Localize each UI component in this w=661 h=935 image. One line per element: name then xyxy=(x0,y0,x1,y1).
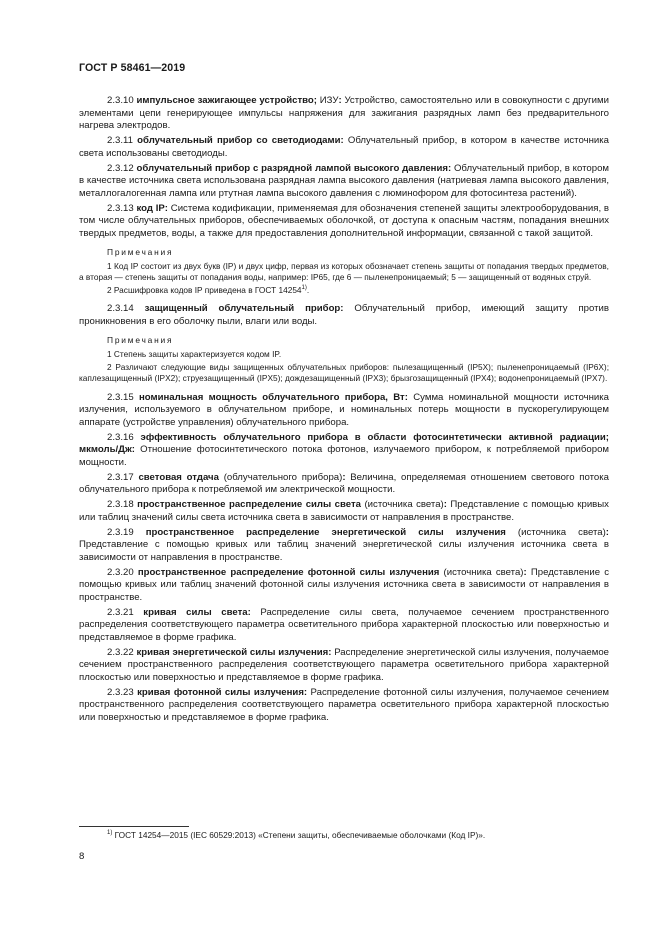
item-qualifier: (облучательного прибора) xyxy=(218,471,343,483)
item-abbreviation: ИЗУ xyxy=(316,95,339,106)
item-term: облучательный прибор с разрядной лампой высокого давления: xyxy=(136,162,452,174)
item-term: световая отдача xyxy=(138,471,219,483)
item-2-3-20 xyxy=(79,567,609,605)
item-separator: : xyxy=(338,95,342,106)
item-2-3-17 xyxy=(79,472,609,497)
document-header: ГОСТ Р 58461—2019 xyxy=(79,62,186,74)
item-number: 2.3.14 xyxy=(107,303,134,315)
item-number: 2.3.23 xyxy=(107,686,134,698)
item-term: эффективность облучательного прибора в области фотосинтетически активной радиации; мкмоль/Дж: xyxy=(79,431,609,456)
item-separator: : xyxy=(605,526,609,538)
note-text: 2 Расшифровка кодов IP приведена в ГОСТ 14254 xyxy=(107,285,302,296)
item-number: 2.3.19 xyxy=(107,526,134,538)
item-term: пространственное распределение энергетической силы излучения xyxy=(145,526,506,538)
notes-title: Примечания xyxy=(107,335,174,346)
item-2-3-10 xyxy=(79,95,609,133)
footnote-divider xyxy=(79,826,189,827)
footnote-reference: 1) xyxy=(301,285,307,292)
item-qualifier: (источника света) xyxy=(361,499,444,511)
item-number: 2.3.10 xyxy=(107,95,134,106)
item-2-3-11 xyxy=(79,135,609,160)
item-definition: Распределение энергетической силы излучения, получаемое сечением пространственного распределения соответствующего параметра осветительного прибора характерной плоскостью или поверхностью и представляемое в форме графика. xyxy=(79,646,609,683)
item-term: кривая силы света: xyxy=(143,606,251,618)
note-ip-code-reference xyxy=(79,285,609,296)
item-term: защищенный облучательный прибор: xyxy=(144,303,344,315)
item-definition: Облучательный прибор, в котором в качестве источника света использована разрядная лампа высокого давления (натриевая лампа высокого давления, металлогалогенная лампа или ртутная лампа высокого давления с люминофором для фотосинтеза растений). xyxy=(79,162,609,199)
item-definition: Распределение силы света, получаемое сечением пространственного распределения соответствующего параметра осветительного прибора характерной плоскостью или поверхностью и представляемое в форме графика. xyxy=(79,606,609,643)
item-number: 2.3.16 xyxy=(107,431,134,443)
item-definition: Представление с помощью кривых или таблиц значений силы света источника света в зависимости от направления в пространстве. xyxy=(79,499,609,523)
item-number: 2.3.17 xyxy=(107,471,134,483)
item-2-3-14 xyxy=(79,303,609,328)
item-qualifier: (источника света) xyxy=(505,526,606,538)
item-separator: : xyxy=(443,499,447,511)
item-2-3-18 xyxy=(79,499,609,524)
note-end: . xyxy=(306,285,310,296)
item-2-3-21 xyxy=(79,607,609,645)
item-number: 2.3.11 xyxy=(107,135,133,146)
item-2-3-15 xyxy=(79,392,609,430)
item-2-3-23 xyxy=(79,687,609,725)
item-term: облучательный прибор со светодиодами: xyxy=(137,135,344,146)
item-separator: : xyxy=(523,566,527,578)
item-number: 2.3.21 xyxy=(107,606,134,618)
item-separator: : xyxy=(342,471,346,483)
item-qualifier: (источника света) xyxy=(439,566,524,578)
footnote xyxy=(107,830,609,841)
item-number: 2.3.22 xyxy=(107,646,134,658)
item-2-3-13 xyxy=(79,203,609,241)
item-term: пространственное распределение фотонной силы излучения xyxy=(137,566,440,578)
item-term: импульсное зажигающее устройство; xyxy=(136,95,317,106)
item-term: кривая энергетической силы излучения: xyxy=(136,646,332,658)
item-term: номинальная мощность облучательного прибора, Вт: xyxy=(138,391,408,403)
item-number: 2.3.13 xyxy=(107,202,134,214)
item-definition: Представление с помощью кривых или таблиц значений энергетической силы излучения источника света в зависимости от направления в пространстве. xyxy=(79,539,609,563)
item-number: 2.3.20 xyxy=(107,566,134,578)
item-definition: Устройство, самостоятельно или в совокупности с другими элементами цепи генерирующее импульсы напряжения для зажигания разрядных ламп без предварительного нагрева электродов. xyxy=(79,95,609,131)
item-definition: Распределение фотонной силы излучения, получаемое сечением пространственного распределения соответствующего параметра осветительного прибора характерной плоскостью или поверхностью и представляемое в форме графика. xyxy=(79,686,610,723)
footnote-marker: 1) xyxy=(107,830,113,837)
item-definition: Облучательный прибор, в котором в качестве источника света использованы светодиоды. xyxy=(79,135,609,159)
item-2-3-22 xyxy=(79,647,609,685)
item-definition: Сумма номинальной мощности источника излучения, используемого в облучательном приборе, и номинальных потерь мощности в пускорегулирующем аппарате (устройстве управления) облучательного прибора. xyxy=(79,391,610,428)
notes-title: Примечания xyxy=(107,247,174,257)
item-number: 2.3.18 xyxy=(107,499,134,511)
item-number: 2.3.15 xyxy=(107,391,134,403)
item-2-3-16 xyxy=(79,432,609,470)
page-number: 8 xyxy=(79,851,85,862)
item-term: код IP: xyxy=(136,202,168,214)
item-2-3-19 xyxy=(79,527,609,565)
item-definition: Облучательный прибор, имеющий защиту против проникновения в его оболочку пыли, влаги или воды. xyxy=(79,303,609,327)
item-2-3-12 xyxy=(79,163,609,201)
item-definition: Величина, определяемая отношением светового потока облучательного прибора к потребляемой им электрической мощности. xyxy=(79,471,609,496)
item-definition: Представление с помощью кривых или таблиц значений фотонной силы излучения источника света в зависимости от направления в пространстве. xyxy=(79,566,609,603)
item-definition: Отношение фотосинтетического потока фотонов, излучаемого прибором, к потребляемой прибором мощности. xyxy=(79,444,609,468)
note-ip-code-structure: 1 Код IP состоит из двух букв (IP) и двух цифр, первая из которых обозначает степень защиты от попадания твердых предметов, а вторая — степень защиты от попадания воды, например: IP65, где 6 — пыленепроницаемый; 5 — защищенный от водяных струй. xyxy=(79,261,609,283)
item-number: 2.3.12 xyxy=(107,162,134,174)
item-definition: Система кодификации, применяемая для обозначения степеней защиты электрооборудования, в том числе облучательных приборов, обеспечиваемых оболочкой, от доступа к опасным частям, попадания внешних твердых предметов, воды, а также для предоставления дополнительной информации, связанной с такой защитой. xyxy=(79,202,609,239)
note-protected-types: 2 Различают следующие виды защищенных облучательных приборов: пылезащищенный (IP5X); пыленепроницаемый (IP6X); каплезащищенный (IPX2); струезащищенный (IPX5); дождезащищенный (IPX3); брызгозащищенный (IPX4); водонепроницаемый (IPX7). xyxy=(79,362,609,384)
note-protection-degree: 1 Степень защиты характеризуется кодом IP. xyxy=(107,349,282,360)
item-term: пространственное распределение силы света xyxy=(137,499,362,511)
item-term: кривая фотонной силы излучения: xyxy=(137,686,308,698)
footnote-text: ГОСТ 14254—2015 (IEC 60529:2013) «Степени защиты, обеспечиваемые оболочками (Код IP)». xyxy=(112,830,486,840)
